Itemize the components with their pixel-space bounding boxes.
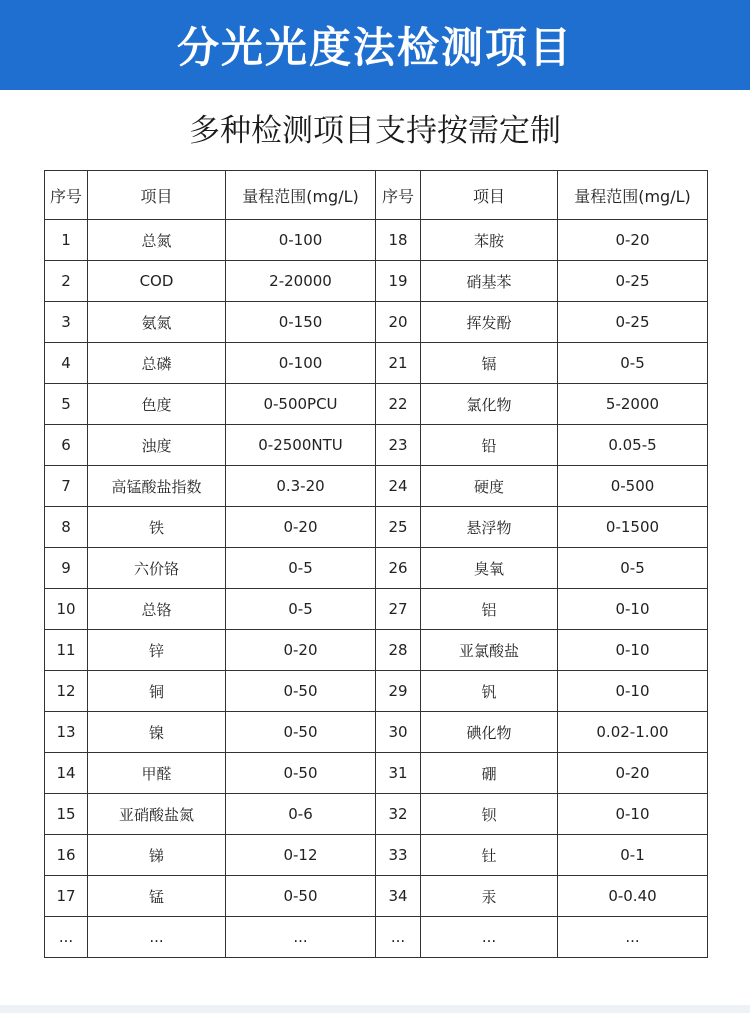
table-row [45,671,708,712]
cell-range-left: 0-100 [226,343,376,384]
cell-item-left: 色度 [88,384,226,425]
cell-item-left: 亚硝酸盐氮 [88,794,226,835]
header-index-right: 序号 [376,171,421,220]
page-title: 分光光度法检测项目 [176,23,573,72]
cell-item-left: 氨氮 [88,302,226,343]
cell-index-right: 24 [376,466,421,507]
header-banner [0,0,750,90]
cell-item-right: 挥发酚 [421,302,558,343]
cell-item-right: 钍 [421,835,558,876]
cell-index-right: 23 [376,425,421,466]
cell-range-left: 0-50 [226,712,376,753]
cell-range-right: 0.02-1.00 [558,712,708,753]
cell-range-left: 0.3-20 [226,466,376,507]
cell-index-left: 15 [45,794,88,835]
cell-range-right: ... [558,917,708,958]
cell-index-left: ... [45,917,88,958]
table-row [45,589,708,630]
cell-item-right: 碘化物 [421,712,558,753]
table-row [45,794,708,835]
cell-item-right: 铅 [421,425,558,466]
cell-range-left: 0-150 [226,302,376,343]
cell-range-right: 0-20 [558,753,708,794]
table-row [45,630,708,671]
table-row [45,466,708,507]
page-subtitle: 多种检测项目支持按需定制 [189,113,561,149]
items-table [44,170,708,958]
cell-index-left: 4 [45,343,88,384]
table-row [45,507,708,548]
cell-index-left: 5 [45,384,88,425]
table-row [45,343,708,384]
cell-index-right: ... [376,917,421,958]
cell-index-right: 30 [376,712,421,753]
table-row [45,548,708,589]
cell-item-left: 锰 [88,876,226,917]
cell-index-left: 1 [45,220,88,261]
cell-item-right: 硝基苯 [421,261,558,302]
cell-item-right: 硼 [421,753,558,794]
header-range-right: 量程范围(mg/L) [558,171,708,220]
header-range-left: 量程范围(mg/L) [226,171,376,220]
cell-range-right: 0-5 [558,343,708,384]
cell-range-left: 0-5 [226,589,376,630]
cell-item-right: 铝 [421,589,558,630]
table-row [45,302,708,343]
cell-item-left: ... [88,917,226,958]
cell-range-left: 0-5 [226,548,376,589]
cell-index-left: 14 [45,753,88,794]
table-row [45,220,708,261]
cell-range-left: 0-500PCU [226,384,376,425]
cell-range-right: 0-0.40 [558,876,708,917]
table-header-row [45,171,708,220]
cell-index-left: 2 [45,261,88,302]
cell-item-right: 钒 [421,671,558,712]
cell-item-right: 氯化物 [421,384,558,425]
cell-range-right: 0-10 [558,794,708,835]
cell-index-left: 6 [45,425,88,466]
cell-item-right: 硬度 [421,466,558,507]
cell-range-left: 0-50 [226,876,376,917]
cell-range-right: 0-5 [558,548,708,589]
cell-index-right: 26 [376,548,421,589]
header-index-left: 序号 [45,171,88,220]
cell-range-right: 0-1 [558,835,708,876]
cell-index-left: 7 [45,466,88,507]
cell-index-right: 34 [376,876,421,917]
cell-range-left: 0-50 [226,753,376,794]
table-row [45,384,708,425]
cell-index-right: 21 [376,343,421,384]
cell-index-right: 20 [376,302,421,343]
cell-index-right: 31 [376,753,421,794]
cell-range-right: 0.05-5 [558,425,708,466]
cell-index-right: 28 [376,630,421,671]
cell-index-left: 11 [45,630,88,671]
cell-item-right: 镉 [421,343,558,384]
cell-index-left: 13 [45,712,88,753]
table-body [45,220,708,958]
cell-item-right: 汞 [421,876,558,917]
cell-range-right: 0-25 [558,302,708,343]
cell-item-right: 亚氯酸盐 [421,630,558,671]
cell-item-left: 锌 [88,630,226,671]
cell-range-left: 2-20000 [226,261,376,302]
cell-range-left: 0-100 [226,220,376,261]
cell-item-left: 总氮 [88,220,226,261]
cell-item-left: 浊度 [88,425,226,466]
cell-item-left: COD [88,261,226,302]
cell-range-left: ... [226,917,376,958]
table-row [45,835,708,876]
cell-index-left: 16 [45,835,88,876]
table-row [45,753,708,794]
cell-range-left: 0-20 [226,630,376,671]
cell-item-left: 锑 [88,835,226,876]
header-item-left: 项目 [88,171,226,220]
cell-item-left: 六价铬 [88,548,226,589]
cell-item-left: 甲醛 [88,753,226,794]
cell-index-right: 32 [376,794,421,835]
cell-range-right: 0-20 [558,220,708,261]
cell-item-right: ... [421,917,558,958]
cell-item-right: 钡 [421,794,558,835]
cell-index-right: 29 [376,671,421,712]
cell-item-left: 铁 [88,507,226,548]
bottom-divider [0,1005,750,1013]
cell-index-right: 27 [376,589,421,630]
cell-item-left: 铜 [88,671,226,712]
cell-index-right: 33 [376,835,421,876]
cell-range-left: 0-6 [226,794,376,835]
cell-range-right: 0-25 [558,261,708,302]
cell-range-right: 0-500 [558,466,708,507]
cell-item-left: 镍 [88,712,226,753]
cell-index-left: 17 [45,876,88,917]
table-row [45,261,708,302]
cell-range-right: 0-1500 [558,507,708,548]
cell-index-left: 8 [45,507,88,548]
table-row [45,425,708,466]
cell-range-left: 0-2500NTU [226,425,376,466]
cell-range-left: 0-50 [226,671,376,712]
cell-item-left: 高锰酸盐指数 [88,466,226,507]
cell-index-left: 3 [45,302,88,343]
cell-index-left: 12 [45,671,88,712]
cell-range-right: 0-10 [558,630,708,671]
cell-index-right: 19 [376,261,421,302]
cell-item-left: 总磷 [88,343,226,384]
table-row [45,876,708,917]
cell-range-right: 0-10 [558,589,708,630]
cell-index-left: 10 [45,589,88,630]
cell-item-left: 总铬 [88,589,226,630]
cell-item-right: 悬浮物 [421,507,558,548]
cell-index-right: 22 [376,384,421,425]
cell-range-right: 0-10 [558,671,708,712]
cell-item-right: 臭氧 [421,548,558,589]
cell-range-right: 5-2000 [558,384,708,425]
table-row [45,712,708,753]
header-item-right: 项目 [421,171,558,220]
table-row [45,917,708,958]
cell-index-right: 18 [376,220,421,261]
cell-range-left: 0-20 [226,507,376,548]
cell-item-right: 苯胺 [421,220,558,261]
cell-range-left: 0-12 [226,835,376,876]
cell-index-right: 25 [376,507,421,548]
items-table-container [44,170,707,958]
cell-index-left: 9 [45,548,88,589]
